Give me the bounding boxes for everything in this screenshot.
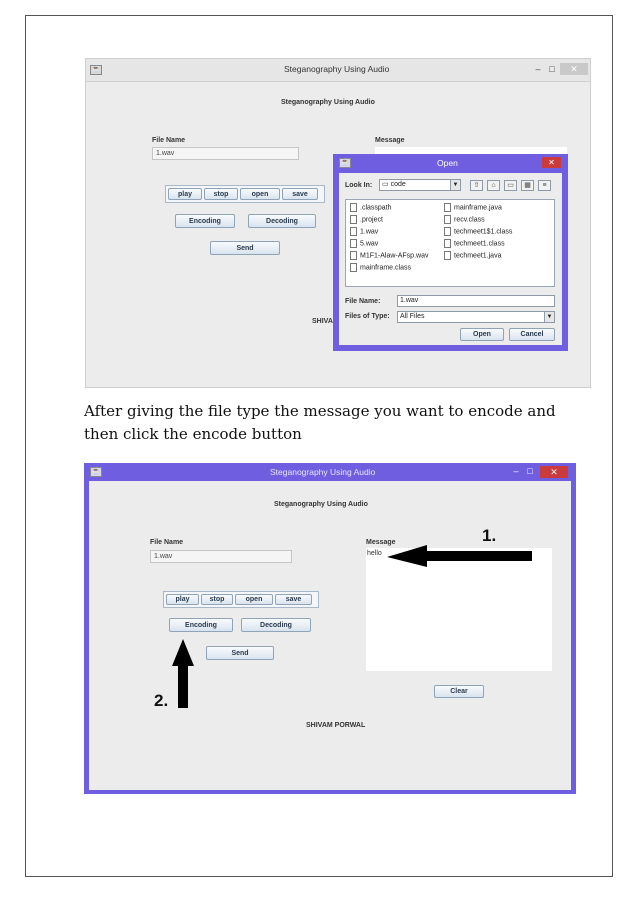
file-list[interactable] (345, 199, 555, 287)
open-file-dialog (333, 154, 568, 351)
dialog-close-icon[interactable]: ✕ (542, 157, 561, 168)
save-button[interactable]: save (282, 188, 318, 200)
folder-icon: ▭ (382, 181, 391, 188)
file-icon (444, 203, 451, 212)
file-icon (350, 203, 357, 212)
file-name-label: File Name (152, 137, 186, 144)
minimize-icon[interactable]: – (513, 466, 519, 476)
window-title-bar (86, 59, 590, 82)
dialog-body (339, 173, 562, 345)
minimize-icon[interactable]: – (535, 64, 541, 74)
java-app-icon: ☕ (91, 66, 101, 73)
play-button[interactable]: play (168, 188, 202, 200)
list-item[interactable]: recv.class (444, 215, 485, 225)
list-item[interactable]: M1F1-Alaw-AFsp.wav (350, 251, 428, 261)
file-icon (350, 263, 357, 272)
app-heading: Steganography Using Audio (274, 501, 368, 508)
file-name-field[interactable]: 1.wav (152, 147, 299, 160)
app-heading: Steganography Using Audio (281, 99, 375, 106)
file-icon (350, 251, 357, 260)
open-button[interactable]: open (235, 594, 273, 605)
home-icon[interactable]: ⌂ (487, 180, 500, 191)
caption-text: After giving the file type the message you want to encode and then click the encode button (84, 402, 556, 443)
maximize-icon[interactable]: □ (527, 466, 533, 476)
annotation-label-2: 2. (154, 691, 169, 710)
window-title: Steganography Using Audio (270, 467, 376, 477)
stop-button[interactable]: stop (201, 594, 233, 605)
file-name-label: File Name (150, 539, 184, 546)
list-item[interactable]: 5.wav (350, 239, 378, 249)
list-item[interactable]: techmeet1.class (444, 239, 505, 249)
message-label: Message (366, 539, 396, 546)
java-app-icon: ☕ (340, 159, 350, 166)
file-name-field[interactable]: 1.wav (150, 550, 292, 563)
list-item[interactable]: mainframe.class (350, 263, 411, 273)
list-item[interactable]: .project (350, 215, 383, 225)
list-view-icon[interactable]: ▦ (521, 180, 534, 191)
open-button[interactable]: open (240, 188, 280, 200)
details-view-icon[interactable]: ≡ (538, 180, 551, 191)
screenshot-app-encoding (84, 463, 576, 794)
author-label: SHIVAM PORWAL (306, 722, 366, 729)
dialog-file-name-input[interactable]: 1.wav (397, 295, 555, 307)
encoding-button[interactable]: Encoding (169, 618, 233, 632)
annotation-label-1: 1. (482, 526, 497, 545)
dialog-file-name-label: File Name: (345, 298, 381, 305)
close-icon[interactable]: ✕ (560, 63, 588, 75)
stop-button[interactable]: stop (204, 188, 238, 200)
list-item[interactable]: .classpath (350, 203, 392, 213)
playback-button-group (165, 185, 325, 203)
files-of-type-value: All Files (400, 313, 425, 320)
chevron-down-icon: ▼ (450, 180, 460, 190)
encoding-button[interactable]: Encoding (175, 214, 235, 228)
look-in-combo[interactable] (379, 179, 461, 191)
up-folder-icon[interactable]: ⇧ (470, 180, 483, 191)
dialog-title-bar (333, 154, 568, 172)
author-label: SHIVA (312, 318, 333, 325)
file-icon (444, 239, 451, 248)
arrow-1-icon (387, 545, 532, 567)
list-item[interactable]: mainframe.java (444, 203, 502, 213)
java-app-icon: ☕ (91, 468, 101, 475)
file-icon (444, 215, 451, 224)
file-icon (350, 215, 357, 224)
file-icon (350, 227, 357, 236)
dialog-title: Open (437, 158, 458, 168)
annotation-overlay (84, 463, 576, 794)
file-icon (444, 251, 451, 260)
dialog-cancel-button[interactable]: Cancel (509, 328, 555, 341)
chevron-down-icon: ▼ (544, 312, 554, 322)
decoding-button[interactable]: Decoding (248, 214, 316, 228)
files-of-type-combo[interactable] (397, 311, 555, 323)
message-text: hello (367, 550, 382, 557)
message-label: Message (375, 137, 405, 144)
close-icon[interactable]: ✕ (540, 466, 568, 478)
files-of-type-label: Files of Type: (345, 313, 390, 320)
window-title: Steganography Using Audio (284, 64, 390, 74)
save-button[interactable]: save (275, 594, 312, 605)
look-in-label: Look In: (345, 182, 373, 189)
file-icon (444, 227, 451, 236)
arrow-2-icon (172, 639, 194, 708)
maximize-icon[interactable]: □ (549, 64, 555, 74)
list-item[interactable]: techmeet1.java (444, 251, 501, 261)
decoding-button[interactable]: Decoding (241, 618, 311, 632)
look-in-value: code (390, 181, 406, 188)
play-button[interactable]: play (166, 594, 199, 605)
list-item[interactable]: techmeet1$1.class (444, 227, 512, 237)
clear-button[interactable]: Clear (434, 685, 484, 698)
new-folder-icon[interactable]: ▭ (504, 180, 517, 191)
file-icon (350, 239, 357, 248)
list-item[interactable]: 1.wav (350, 227, 378, 237)
send-button[interactable]: Send (210, 241, 280, 255)
dialog-open-button[interactable]: Open (460, 328, 504, 341)
send-button[interactable]: Send (206, 646, 274, 660)
